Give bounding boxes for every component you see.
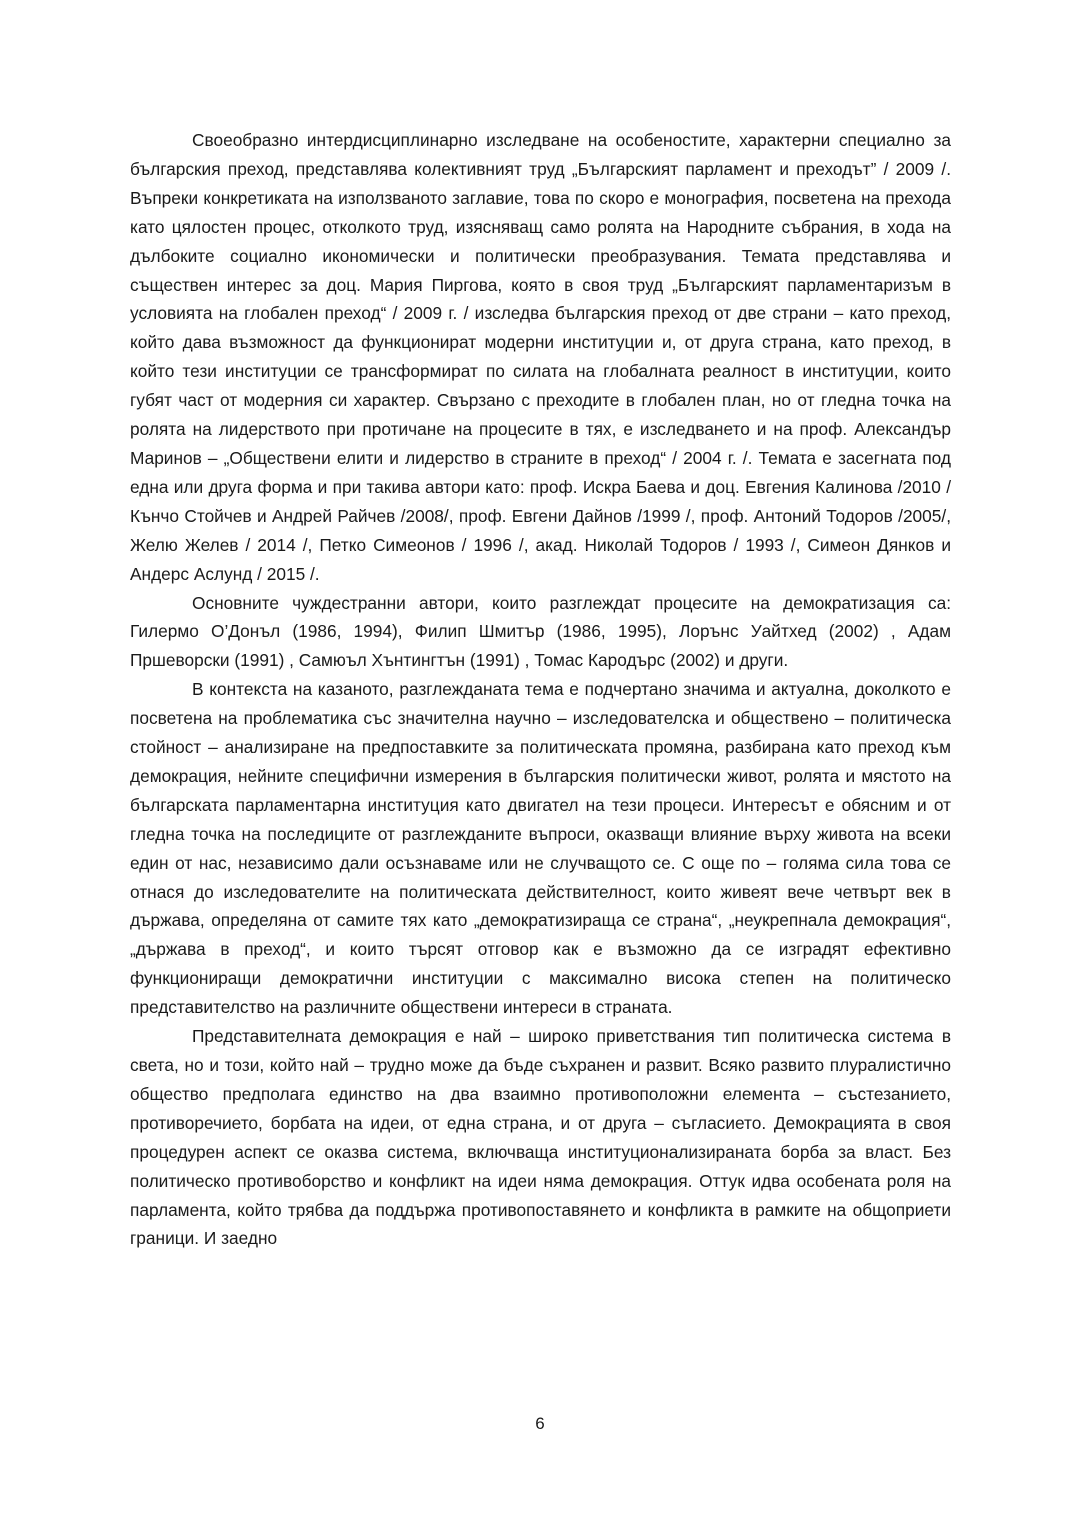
paragraph-3: В контекста на казаното, разглежданата тема е подчертано значима и актуална, доколкото е посветена на проблематика със значителна научно – изследователска и обществено – политическа стойност – анализиране на предпоставките за политическата промяна, разбирана като преход към демокрация, нейните специфични измерения в българския политически живот, ролята и мястото на българската парламентарна институция като двигател на тези процеси. Интересът е обясним и от гледна точка на последиците от разглежданите въпроси, оказващи влияние върху живота на всеки един от нас, независимо дали осъзнаваме или не случващото се. С още по – голяма сила това се отнася до изследователите на политическата действителност, които живеят вече четвърт век в държава, определяна от самите тях като „демократизираща се страна“, „неукрепнала демокрация“, „държава в преход“, и които търсят отговор как е възможно да се изградят ефективно функциониращи демократични институции с максимално висока степен на политическо представителство на различните обществени интереси в страната. (130, 679, 951, 1018)
document-body (130, 126, 951, 1253)
paragraph-1: Своеобразно интердисциплинарно изследване на особеностите, характерни специално за българския преход, представлява колективният труд „Българският парламент и преходът” / 2009 /. Въпреки конкретиката на използваното заглавие, това по скоро е монография, посветена на прехода като цялостен процес, отколкото труд, изясняващ само ролята на Народните събрания, в хода на дълбоките социално икономически и политически преобразувания. Темата представлява и съществен интерес за доц. Мария Пиргова, която в своя труд „Българският парламентаризъм в условията на глобален преход“ / 2009 г. / изследва българския преход от две страни – като преход, който дава възможност да функционират модерни институции и, от друга страна, като преход, в който тези институции се трансформират по силата на глобалната реалност в институции, които губят част от модерния си характер. Свързано с преходите в глобален план, но от гледна точка на ролята на лидерството при протичане на процесите в тях, е изследването и на проф. Александър Маринов – „Обществени елити и лидерство в страните в преход“ / 2004 г. /. Темата е засегната под една или друга форма и при такива автори като: проф. Искра Баева и доц. Евгения Калинова /2010 / Кънчо Стойчев и Андрей Райчев /2008/, проф. Евгени Дайнов /1999 /, проф. Антоний Тодоров /2005/, Желю Желев / 2014 /, Петко Симеонов / 1996 /, акад. Николай Тодоров / 1993 /, Симеон Дянков и Андерс Аслунд / 2015 /. (130, 130, 951, 584)
paragraph-4: Представителната демокрация е най – широко приветствания тип политическа система в света, но и този, който най – трудно може да бъде съхранен и развит. Всяко развито плуралистично общество предполага единство на два взаимно противоположни елемента – състезанието, противоречието, борбата на идеи, от една страна, и от друга – съгласието. Демокрацията в своя процедурен аспект се оказва система, включваща институционализираната борба за власт. Без политическо противоборство и конфликт на идеи няма демокрация. Оттук идва особената роля на парламента, който трябва да поддържа противопоставянето и конфликта в рамките на общоприети граници. И заедно (130, 1026, 951, 1249)
page-number: 6 (535, 1414, 545, 1433)
paragraph-2: Основните чуждестранни автори, които разглеждат процесите на демократизация са: Гилермо О’Донъл (1986, 1994), Филип Шмитър (1986, 1995), Лорънс Уайтхед (2002) , Адам Пршеворски (1991) , Самюъл Хънтингтън (1991) , Томас Кародърс (2002) и други. (130, 592, 951, 671)
